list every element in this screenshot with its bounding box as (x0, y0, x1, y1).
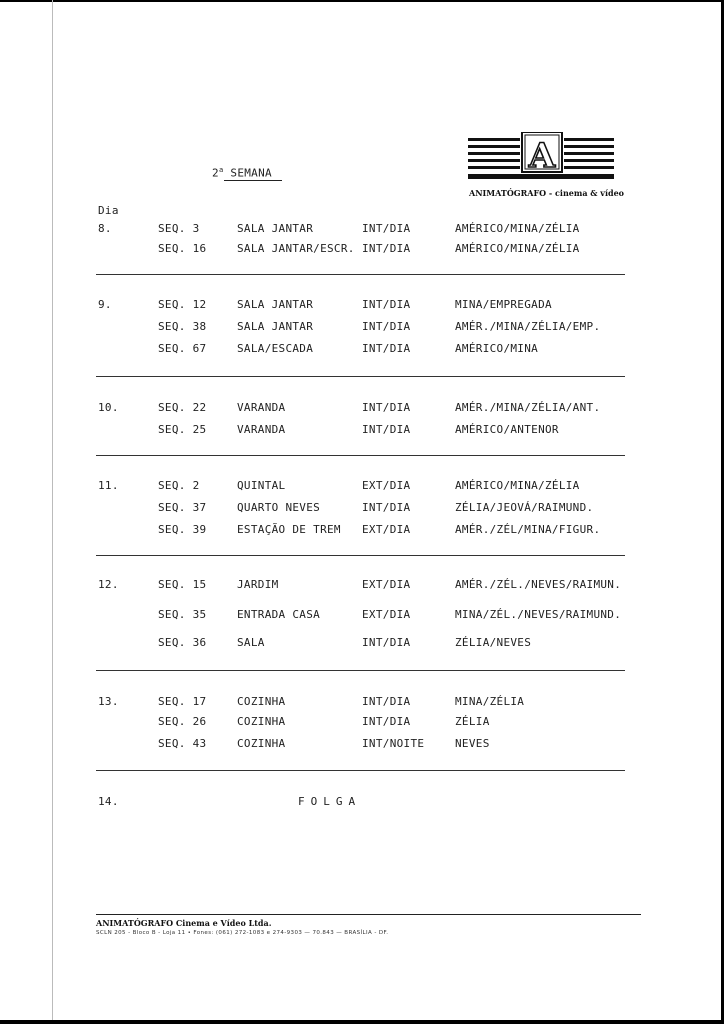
day-separator (96, 670, 625, 671)
week-ordinal: a (218, 166, 224, 174)
day-off-number: 14. (98, 795, 119, 808)
day-separator (96, 555, 625, 556)
scene-time: INT/DIA (362, 715, 411, 728)
scene-sequence: SEQ. 26 (158, 715, 207, 728)
week-title (212, 166, 272, 180)
dia-column-label: Dia (98, 204, 119, 217)
scene-time: EXT/DIA (362, 578, 411, 591)
scene-sequence: SEQ. 35 (158, 608, 207, 621)
day-number: 13. (98, 695, 119, 708)
scene-time: INT/DIA (362, 242, 411, 255)
scene-location: SALA JANTAR/ESCR. (237, 242, 355, 255)
scene-location: ESTAÇÃO DE TREM (237, 523, 341, 536)
scene-time: INT/DIA (362, 501, 411, 514)
page-edge-bottom (0, 1020, 724, 1024)
scene-location: SALA/ESCADA (237, 342, 314, 355)
footer-company: ANIMATÓGRAFO Cinema e Vídeo Ltda. (96, 918, 272, 928)
scene-time: EXT/DIA (362, 479, 411, 492)
scene-location: JARDIM (237, 578, 279, 591)
scene-time: INT/DIA (362, 298, 411, 311)
scene-location: QUARTO NEVES (237, 501, 321, 514)
week-title-underline (224, 180, 282, 181)
scene-sequence: SEQ. 43 (158, 737, 207, 750)
scene-sequence: SEQ. 2 (158, 479, 200, 492)
page-edge-top (0, 0, 724, 2)
scene-cast: AMÉR./MINA/ZÉLIA/ANT. (455, 401, 601, 414)
logo-mark-icon (468, 132, 614, 180)
day-separator (96, 274, 625, 275)
scene-location: COZINHA (237, 695, 286, 708)
scene-time: INT/DIA (362, 222, 411, 235)
page-edge-left (52, 0, 53, 1024)
day-number: 10. (98, 401, 119, 414)
day-separator (96, 455, 625, 456)
scene-sequence: SEQ. 16 (158, 242, 207, 255)
scene-cast: MINA/ZÉLIA (455, 695, 525, 708)
day-number: 8. (98, 222, 112, 235)
scene-cast: ZÉLIA/JEOVÁ/RAIMUND. (455, 501, 594, 514)
scene-cast: ZÉLIA (455, 715, 490, 728)
scene-sequence: SEQ. 22 (158, 401, 207, 414)
week-number: 2 (212, 166, 219, 180)
scene-time: EXT/DIA (362, 608, 411, 621)
footer-rule (96, 914, 641, 915)
scene-location: SALA JANTAR (237, 222, 314, 235)
scene-sequence: SEQ. 15 (158, 578, 207, 591)
scene-sequence: SEQ. 38 (158, 320, 207, 333)
scene-location: SALA (237, 636, 265, 649)
scene-sequence: SEQ. 67 (158, 342, 207, 355)
scene-cast: AMÉR./ZÉL/MINA/FIGUR. (455, 523, 601, 536)
scene-sequence: SEQ. 36 (158, 636, 207, 649)
scene-time: INT/DIA (362, 401, 411, 414)
logo-caption: ANIMATÓGRAFO - cinema & vídeo (469, 188, 624, 198)
day-number: 11. (98, 479, 119, 492)
scene-time: INT/DIA (362, 342, 411, 355)
scene-time: INT/DIA (362, 695, 411, 708)
scene-cast: AMÉRICO/MINA/ZÉLIA (455, 242, 580, 255)
day-separator (96, 770, 625, 771)
day-separator (96, 376, 625, 377)
scene-sequence: SEQ. 25 (158, 423, 207, 436)
scene-sequence: SEQ. 37 (158, 501, 207, 514)
scene-cast: AMÉR./MINA/ZÉLIA/EMP. (455, 320, 601, 333)
scene-cast: AMÉRICO/MINA/ZÉLIA (455, 479, 580, 492)
scene-cast: MINA/EMPREGADA (455, 298, 552, 311)
scene-time: INT/DIA (362, 636, 411, 649)
scene-cast: MINA/ZÉL./NEVES/RAIMUND. (455, 608, 622, 621)
day-number: 12. (98, 578, 119, 591)
day-off-label: FOLGA (298, 795, 362, 808)
scene-location: VARANDA (237, 401, 286, 414)
footer-address: SCLN 205 - Bloco B - Loja 11 • Fones: (061) 272-1083 e 274-9303 — 70.843 — BRASÍLIA - DF. (96, 930, 389, 936)
scene-location: VARANDA (237, 423, 286, 436)
scene-location: SALA JANTAR (237, 320, 314, 333)
scene-sequence: SEQ. 39 (158, 523, 207, 536)
scene-cast: ZÉLIA/NEVES (455, 636, 532, 649)
scene-time: EXT/DIA (362, 523, 411, 536)
scene-location: SALA JANTAR (237, 298, 314, 311)
scene-sequence: SEQ. 17 (158, 695, 207, 708)
day-number: 9. (98, 298, 112, 311)
scene-sequence: SEQ. 12 (158, 298, 207, 311)
animatografo-logo (468, 132, 614, 180)
svg-text:A: A (528, 136, 556, 176)
scene-cast: AMÉR./ZÉL./NEVES/RAIMUN. (455, 578, 622, 591)
scene-location: QUINTAL (237, 479, 286, 492)
scene-cast: NEVES (455, 737, 490, 750)
scene-time: INT/NOITE (362, 737, 425, 750)
scene-cast: AMÉRICO/MINA/ZÉLIA (455, 222, 580, 235)
scene-time: INT/DIA (362, 423, 411, 436)
scene-cast: AMÉRICO/ANTENOR (455, 423, 559, 436)
scene-location: COZINHA (237, 737, 286, 750)
scene-cast: AMÉRICO/MINA (455, 342, 539, 355)
scene-location: ENTRADA CASA (237, 608, 321, 621)
scene-time: INT/DIA (362, 320, 411, 333)
scene-location: COZINHA (237, 715, 286, 728)
week-label: SEMANA (230, 166, 272, 180)
scene-sequence: SEQ. 3 (158, 222, 200, 235)
